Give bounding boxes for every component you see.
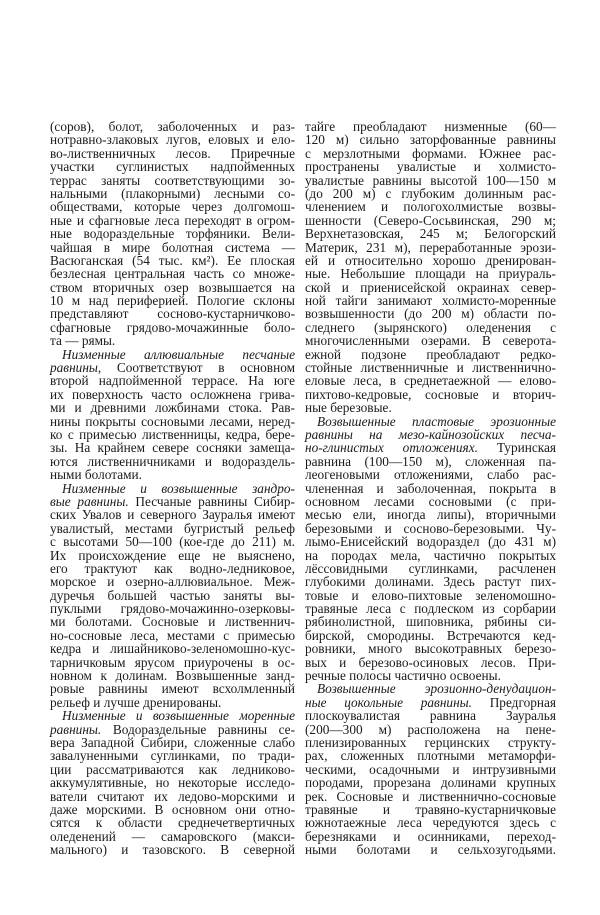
body-text: стойные лиственничные и лиственнично- (305, 360, 556, 376)
text-line (50, 133, 295, 146)
text-line (305, 642, 556, 655)
text-line (50, 455, 295, 468)
text-line (50, 709, 295, 722)
body-text: глубокими долинами. Здесь растут пих- (305, 574, 556, 590)
body-text: речные полосы частично освоены. (305, 668, 501, 684)
body-text: ской и приенисейской окраинах север- (305, 279, 556, 295)
body-text: ских Увалов и северного Зауралья имеют (50, 507, 295, 523)
text-line (305, 535, 556, 548)
body-text: леогеновыми отложениями, слабо рас- (305, 467, 556, 483)
text-line (305, 321, 556, 334)
italic-heading-text: но-глинистых отложениях. (305, 440, 478, 456)
body-text: (соров), болот, заболоченных и раз- (50, 119, 295, 134)
body-text: на породах мела, частично покрытых (305, 547, 556, 563)
text-line (50, 843, 295, 856)
text-line (50, 321, 295, 334)
body-text: Соответствуют в основном (101, 360, 295, 376)
text-line (50, 803, 295, 816)
text-line (305, 749, 556, 762)
text-line (305, 843, 556, 856)
text-line (50, 549, 295, 562)
text-line (50, 816, 295, 829)
body-text: пространены увалистые и холмисто- (305, 159, 556, 175)
body-text: ческими, осадочными и интрузивными (305, 761, 556, 777)
text-line (305, 267, 556, 280)
body-text: обществами, которые через долгомош- (50, 199, 295, 215)
text-line (305, 334, 556, 347)
body-text: но-сосновые леса, местами с примесью (50, 627, 295, 643)
body-text: пихтово-кедровые, сосновые и вторич- (305, 386, 556, 402)
body-text: их поверхность часто осложнена грива- (50, 386, 295, 402)
italic-heading-text: вые равнины. (50, 493, 129, 509)
body-text: лымо-Енисейский водораздел (до 431 м) (305, 534, 556, 550)
text-line (50, 307, 295, 320)
text-line (305, 682, 556, 695)
text-line (50, 508, 295, 521)
text-line (305, 615, 556, 628)
text-line (50, 174, 295, 187)
text-line (305, 562, 556, 575)
body-text: ной тайги занимают холмисто-моренные (305, 293, 556, 309)
body-text: ми болотами. Сосновые и лиственнич- (50, 614, 295, 630)
body-text: ми и древними ложбинами стока. Рав- (50, 400, 295, 416)
text-line (50, 267, 295, 280)
text-line (305, 160, 556, 173)
body-text: рек. Сосновые и лиственнично-сосновые (305, 788, 556, 804)
body-text: мального) и тазовского. В северной (50, 842, 295, 858)
text-line (305, 388, 556, 401)
italic-heading-text: Возвышенные пластовые эрозионные (317, 413, 556, 429)
body-text: ством вторичных озер возвышается на (50, 279, 295, 295)
body-text: Водораздельные равнины се- (101, 721, 295, 737)
text-line (305, 803, 556, 816)
body-text: безлесная центральная часть со множе- (50, 266, 295, 282)
text-line (305, 790, 556, 803)
body-text: ными болотами и сельхозугодьями. (305, 842, 556, 858)
text-line (305, 763, 556, 776)
text-line (305, 214, 556, 227)
body-text: многочисленными озерами. В северота- (305, 333, 556, 349)
text-line (305, 294, 556, 307)
body-text: следнего (зырянского) оледенения с (305, 319, 556, 335)
text-line (50, 428, 295, 441)
body-text: с высотами 50—100 (кое-где до 211) м. (50, 534, 295, 550)
text-line (50, 214, 295, 227)
text-line (50, 401, 295, 414)
text-line (305, 227, 556, 240)
italic-heading-text: Низменные и возвышенные зандро- (62, 480, 295, 496)
body-text: ные водораздельные торфяники. Вели- (50, 226, 295, 242)
text-line (305, 428, 556, 441)
text-line (305, 508, 556, 521)
body-text: ватели считают их ледово-морскими и (50, 788, 295, 804)
text-line (305, 495, 556, 508)
text-line (305, 200, 556, 213)
text-column-right (305, 120, 556, 856)
body-text: рах, сложенных плотными метаморфи- (305, 748, 556, 764)
text-line (305, 133, 556, 146)
body-text: ются лиственничниками и водораздель- (50, 453, 295, 469)
text-line (50, 348, 295, 361)
body-text: равнина (100—150 м), сложенная па- (305, 453, 556, 469)
body-text: ные березовые. (305, 400, 392, 416)
text-line (305, 415, 556, 428)
text-line (50, 160, 295, 173)
italic-heading-text: равнины на мезо-кайнозойских песча- (305, 426, 556, 442)
text-line (50, 776, 295, 789)
body-text: ные и сфагновые леса переходят в огром- (50, 212, 295, 228)
body-text: месью ели, иногда липы), вторичными (305, 507, 556, 523)
body-text: Васюганская (54 тыс. км²). Ее плоская (50, 252, 295, 268)
text-line (305, 522, 556, 535)
text-line (50, 589, 295, 602)
body-text: чайшая в мире болотная система — (50, 239, 295, 255)
text-line (50, 642, 295, 655)
text-line (50, 830, 295, 843)
text-line (305, 602, 556, 615)
body-text: 120 м) сильно заторфованные равнины (305, 132, 556, 148)
body-text: Туринская (477, 440, 556, 456)
body-text: травяные и травяно-кустарничковые (305, 801, 556, 817)
body-text: Предгорная (472, 694, 557, 710)
body-text: еловые леса, в среднетаежной — елово- (305, 373, 556, 389)
text-line (305, 455, 556, 468)
body-text: его трактуют как водно-ледниковое, (50, 560, 295, 576)
text-line (50, 736, 295, 749)
text-line (50, 482, 295, 495)
text-line (50, 575, 295, 588)
text-line (50, 227, 295, 240)
text-line (50, 763, 295, 776)
text-line (305, 187, 556, 200)
text-line (305, 361, 556, 374)
body-text: Верхнетазовская, 245 м; Белогорский (305, 226, 556, 242)
text-line (305, 441, 556, 454)
text-line (50, 495, 295, 508)
text-line (305, 241, 556, 254)
text-line (50, 656, 295, 669)
text-line (50, 522, 295, 535)
text-line (50, 281, 295, 294)
text-line (305, 174, 556, 187)
text-line (50, 749, 295, 762)
text-line (50, 602, 295, 615)
text-column-left (50, 120, 295, 856)
body-text: аккумулятивные, но некоторые исследо- (50, 775, 295, 791)
body-text: второй надпойменной террасе. На юге (50, 373, 295, 389)
text-line (305, 830, 556, 843)
body-text: вера Западной Сибири, сложенные слабо (50, 734, 295, 750)
text-line (305, 348, 556, 361)
text-line (50, 723, 295, 736)
text-line (50, 294, 295, 307)
italic-heading-text: равнины, (50, 360, 102, 376)
body-text: березняками и осинниками, переход- (305, 828, 556, 844)
text-line (305, 120, 556, 133)
body-text: вых и березово-осиновых лесов. При- (305, 654, 556, 670)
body-text: новном к долинам. Возвышенные занд- (50, 668, 295, 684)
body-text: основном лесами сосновыми (с при- (305, 493, 556, 509)
text-line (305, 549, 556, 562)
text-line (305, 401, 556, 414)
body-text: с мерзлотными формами. Южнее рас- (305, 145, 556, 161)
body-text: ко с примесью лиственницы, кедра, бере- (50, 426, 295, 442)
text-line (50, 535, 295, 548)
body-text: (200—300 м) расположена на пене- (305, 721, 556, 737)
italic-heading-text: Низменные и возвышенные моренные (62, 708, 295, 724)
text-line (50, 682, 295, 695)
body-text: члененная и заболоченная, покрыта в (305, 480, 556, 496)
body-text: участки суглинистых надпойменных (50, 159, 295, 175)
text-line (305, 307, 556, 320)
body-text: Песчаные равнины Сибир- (128, 493, 295, 509)
text-line (50, 562, 295, 575)
text-line (50, 361, 295, 374)
text-line (50, 468, 295, 481)
text-line (305, 629, 556, 642)
body-text: Их происхождение еще не выяснено, (50, 547, 295, 563)
text-line (305, 468, 556, 481)
body-text: во-лиственничных лесов. Приречные (50, 145, 295, 161)
italic-heading-text: ные цокольные равнины. (305, 694, 472, 710)
body-text: кедра и лишайниково-зеленомошно-кус- (50, 641, 295, 657)
body-text: нины покрыты сосновыми лесами, неред- (50, 413, 295, 429)
body-text: ными болотами. (50, 467, 142, 483)
body-text: увалистые равнины высотой 100—150 м (305, 172, 556, 188)
text-line (50, 374, 295, 387)
italic-heading-text: Возвышенные эрозионно-денудацион- (317, 681, 556, 697)
text-line (50, 629, 295, 642)
body-text: завалуненными суглинками, по тради- (50, 748, 295, 764)
body-text: 10 м над периферией. Пологие склоны (50, 293, 295, 309)
body-text: членением и пологохолмистые возвы- (305, 199, 556, 215)
text-line (305, 816, 556, 829)
body-text: нотравно-злаковых лугов, еловых и ело- (50, 132, 295, 148)
body-text: шенности (Северо-Сосьвинская, 290 м; (305, 212, 556, 228)
text-line (305, 669, 556, 682)
text-line (50, 696, 295, 709)
body-text: ежной подзоне преобладают редко- (305, 346, 556, 362)
body-text: ей и относительно хорошо дренирован- (305, 252, 556, 268)
body-text: ровые равнины имеют всхолмленный (50, 681, 295, 697)
text-line (50, 441, 295, 454)
body-text: ции рассматриваются как ледниково- (50, 761, 295, 777)
text-line (305, 482, 556, 495)
body-text: оледенений — самаровского (макси- (50, 828, 295, 844)
text-line (50, 200, 295, 213)
body-text: представляют сосново-кустарничково- (50, 306, 295, 322)
text-line (50, 669, 295, 682)
body-text: ровники, много высокотравных березо- (305, 641, 556, 657)
body-text: (до 200 м) с глубоким долинным рас- (305, 185, 556, 201)
body-text: увалистый, местами бугристый рельеф (50, 520, 295, 536)
body-text: дуречья большей частью заняты вы- (50, 587, 295, 603)
text-line (305, 281, 556, 294)
text-line (305, 374, 556, 387)
text-line (305, 736, 556, 749)
body-text: рельеф и лучше дренированы. (50, 694, 222, 710)
text-line (50, 120, 295, 133)
body-text: тарничковым ярусом приурочены в ос- (50, 654, 295, 670)
body-text: сятся к области среднечетвертичных (50, 815, 295, 831)
text-line (305, 776, 556, 789)
text-line (50, 241, 295, 254)
body-text: нальными (плакорными) лесными со- (50, 185, 295, 201)
text-line (305, 147, 556, 160)
body-text: пуклыми грядово-мочажинно-озерковы- (50, 601, 295, 617)
text-line (50, 415, 295, 428)
body-text: зы. На крайнем севере сосняки замеща- (50, 440, 295, 456)
text-line (305, 696, 556, 709)
body-text: породами, прорезана долинами крупных (305, 775, 556, 791)
body-text: сфагновые грядово-мочажинные боло- (50, 319, 295, 335)
body-text: рябинолистной, шиповника, рябины си- (305, 614, 556, 630)
text-line (50, 388, 295, 401)
italic-heading-text: Низменные аллювиальные песчаные (62, 346, 295, 362)
text-line (305, 254, 556, 267)
body-text: бирской, смородины. Встречаются кед- (305, 627, 556, 643)
text-line (305, 589, 556, 602)
text-line (305, 709, 556, 722)
text-line (50, 790, 295, 803)
body-text: та — рямы. (50, 333, 116, 349)
body-text: ные. Небольшие площади на приураль- (305, 266, 556, 282)
text-line (305, 723, 556, 736)
text-line (50, 334, 295, 347)
body-text: пленизированных герцинских структу- (305, 734, 556, 750)
text-line (50, 615, 295, 628)
text-line (50, 147, 295, 160)
body-text: лёссовидными суглинками, расчленен (305, 560, 556, 576)
body-text: плоскоувалистая равнина Зауралья (305, 708, 556, 724)
body-text: тайге преобладают низменные (60— (305, 119, 556, 134)
text-line (50, 187, 295, 200)
text-line (305, 575, 556, 588)
body-text: морское и озерно-аллювиальное. Меж- (50, 574, 295, 590)
body-text: террас заняты соответствующими зо- (50, 172, 295, 188)
body-text: даже морскими. В основном они отно- (50, 801, 295, 817)
text-line (305, 656, 556, 669)
body-text: Материк, 231 м), переработанные эрози- (305, 239, 556, 255)
body-text: березовыми и сосново-березовыми. Чу- (305, 520, 556, 536)
body-text: товые и елово-пихтовые зеленомошно- (305, 587, 556, 603)
body-text: южнотаежные леса чередуются здесь с (305, 815, 556, 831)
text-line (50, 254, 295, 267)
body-text: травяные леса с подлеском из сорбарии (305, 601, 556, 617)
italic-heading-text: равнины. (50, 721, 102, 737)
body-text: возвышенности (до 200 м) области по- (305, 306, 556, 322)
